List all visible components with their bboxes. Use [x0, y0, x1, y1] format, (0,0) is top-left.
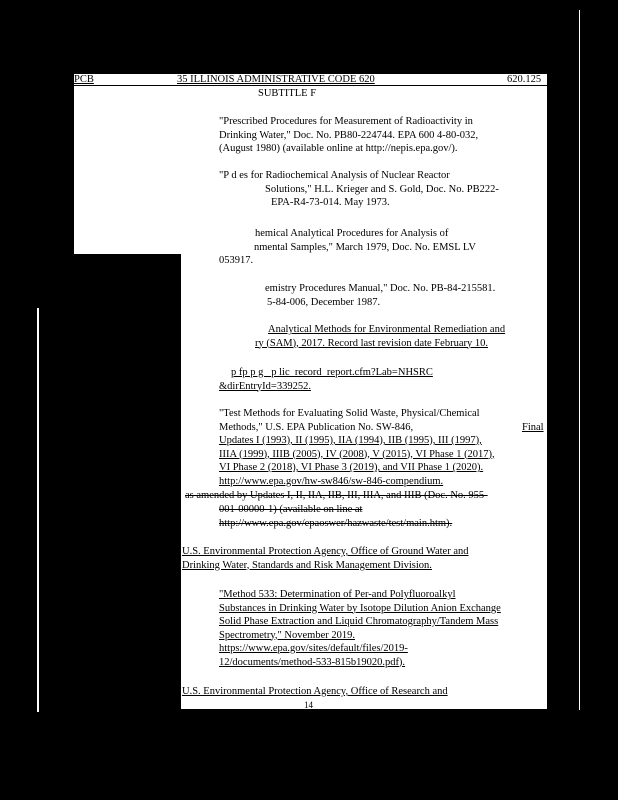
agency-heading-2: U.S. Environmental Protection Agency, Office of Research and: [182, 686, 448, 697]
reference-entry-2: "P d es for Radiochemical Analysis of Nuclear Reactor Solutions," H.L. Krieger and S. Gold, Doc. No. PB222- EPA-R4-73-014. May 1973.: [219, 170, 499, 208]
reference-entry-5: Analytical Methods for Environmental Remediation and ry (SAM), 2017. Record last revision date February 10.: [255, 324, 506, 349]
reference-entry-3-tail: 053917.: [219, 255, 254, 266]
reference-entry-7: "Test Methods for Evaluating Solid Waste, Physical/Chemical Methods," U.S. EPA Publication No. SW-846, Final Updates I (1993), II (1995), IIA (1994), IIB (1995), III (1997), IIIA (1999), IIIB (2005), IV (2008), V (2015), VI Phase 1 (2017), VI Phase 2 (2018), VI Phase 3 (2019), and VII Phase 1 (2020). http://www.epa.gov/hw-sw846/sw-846-compendium.: [219, 408, 544, 487]
reference-entry-8: "Method 533: Determination of Per-and Polyfluoroalkyl Substances in Drinking Water by Isotope Dilution Anion Exchange Solid Phase Extraction and Liquid Chromatography/Tandem Mass Spectrometry," November 2019. https://www.epa.gov/sites/default/files/2019- 12/documents/method-533-815b19020.pdf).: [219, 589, 501, 668]
reference-entry-3: hemical Analytical Procedures for Analysis of nmental Samples," March 1979, Doc. No. EMSL LV: [254, 228, 476, 253]
deleted-text-2: 001-00000-1) (available on line at: [219, 504, 363, 515]
reference-entry-1: "Prescribed Procedures for Measurement of Radioactivity in Drinking Water," Doc. No. PB80-224744. EPA 600 4-80-032, (August 1980) (available online at http://nepis.epa.gov/).: [219, 116, 479, 154]
header-subtitle: SUBTITLE F: [258, 88, 317, 99]
deleted-text-3: http://www.epa.gov/epaoswer/hazwaste/test/main.htm).: [219, 518, 453, 529]
header-right: 620.125: [507, 74, 542, 85]
header-left: PCB: [74, 74, 94, 85]
agency-heading-1: U.S. Environmental Protection Agency, Office of Ground Water and Drinking Water, Standards and Risk Management Division.: [182, 546, 469, 571]
header-rule: [74, 85, 547, 86]
reference-entry-4: emistry Procedures Manual," Doc. No. PB-84-215581. 5-84-006, December 1987.: [265, 283, 496, 308]
margin-rule-left: [37, 308, 39, 712]
reference-entry-6: p fp p g _p lic_record_report.cfm?Lab=NHSRC &dirEntryId=339252.: [219, 367, 433, 392]
margin-rule-right: [579, 10, 580, 710]
page-number: 14: [304, 700, 313, 710]
header-center: 35 ILLINOIS ADMINISTRATIVE CODE 620: [177, 74, 375, 85]
deleted-text-1: as amended by Updates I, II, IIA, IIB, III, IIIA, and IIIB (Doc. No. 955-: [185, 490, 488, 501]
